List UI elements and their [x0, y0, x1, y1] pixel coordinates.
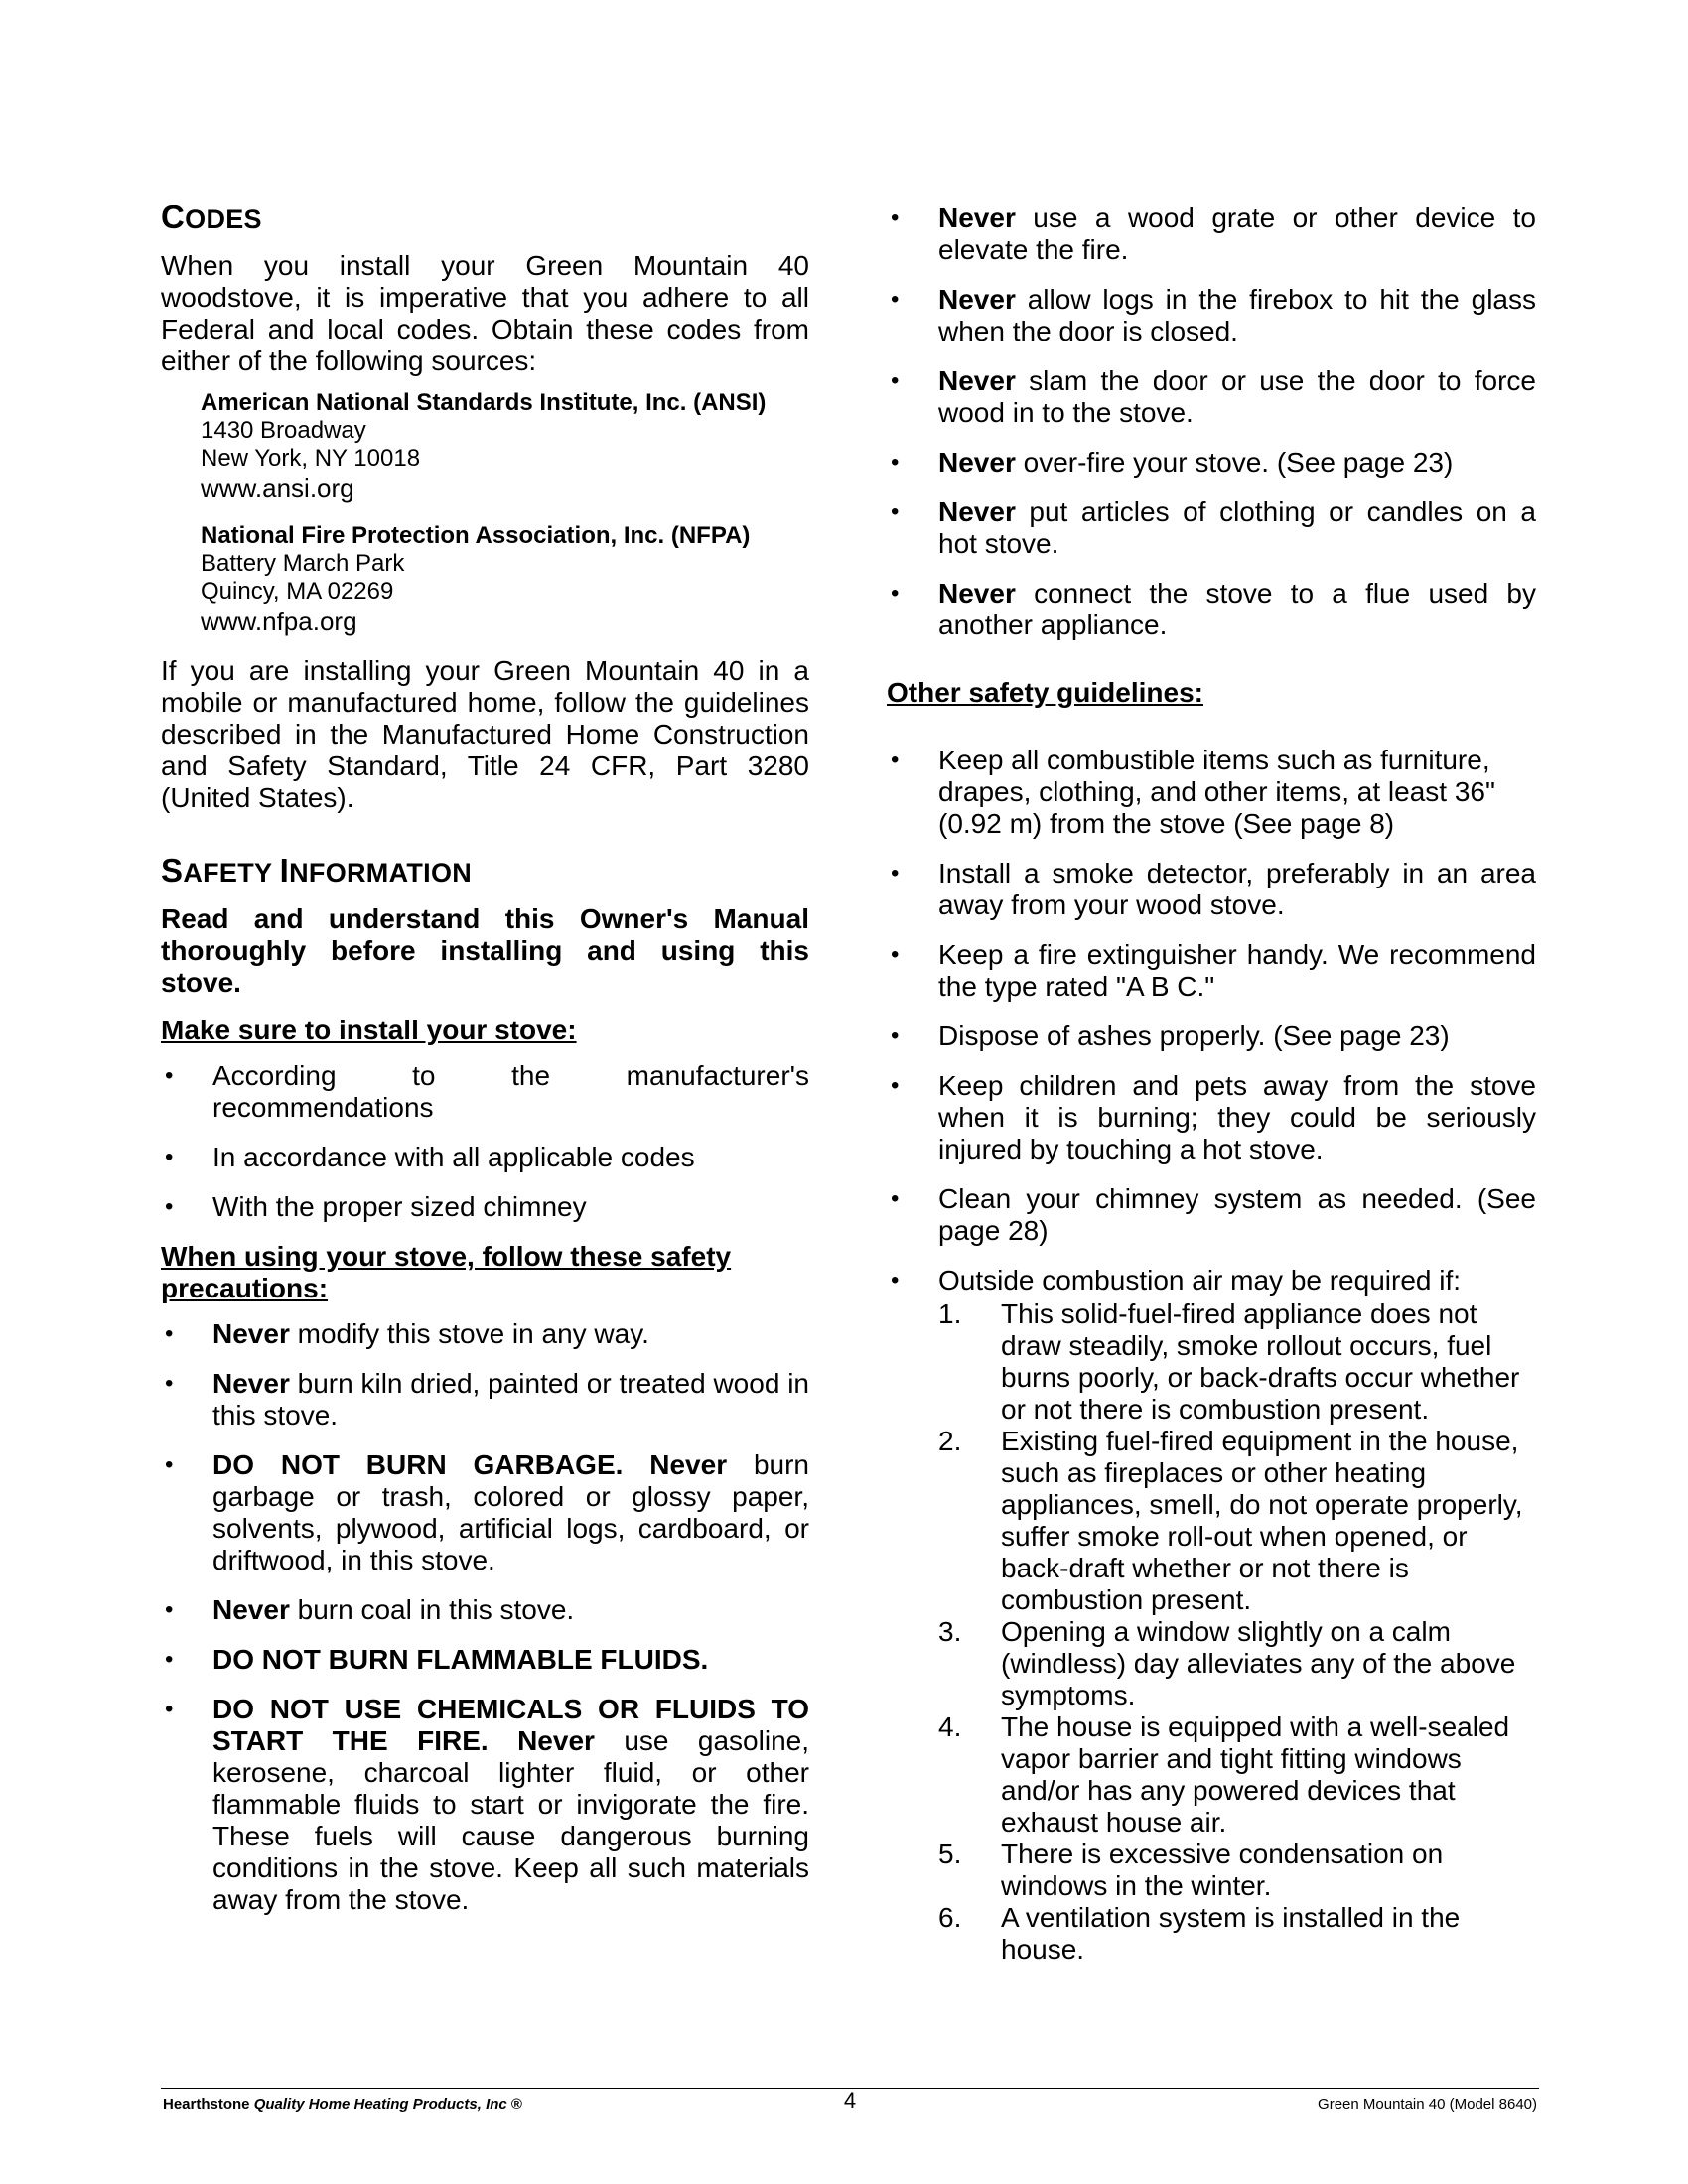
- nfpa-street: Battery March Park: [201, 550, 405, 577]
- never-text: use a wood grate or other device to elevate the fire.: [938, 203, 1536, 265]
- codes-intro: When you install your Green Mountain 40 woodstove, it is imperative that you adhere to all Federal and local codes. Obtain these codes from either of the following sources:: [161, 250, 809, 376]
- footer-tagline: Quality Home Heating Products, Inc: [253, 2096, 507, 2113]
- list-item: [938, 1711, 1536, 1839]
- never-lead: Never: [938, 203, 1016, 233]
- right-column: [887, 203, 1536, 1983]
- list-item: • Keep all combustible items such as furniture, drapes, clothing, and other items, at least 36" (0.92 m) from the stove (See page 8): [887, 745, 1536, 840]
- never-lead: Never: [938, 578, 1016, 609]
- precaution-lead: DO NOT BURN FLAMMABLE FLUIDS.: [212, 1644, 709, 1675]
- list-item: [161, 1644, 809, 1676]
- list-item: [161, 1594, 809, 1626]
- other-guidelines-subheading: Other safety guidelines:: [887, 677, 1203, 708]
- codes-heading-cap: C: [161, 199, 186, 235]
- safety-heading-rest1: AFETY: [183, 858, 280, 887]
- list-item: [938, 1839, 1536, 1902]
- precaution-lead: DO NOT BURN GARBAGE. Never: [212, 1449, 728, 1480]
- never-lead: Never: [938, 496, 1016, 527]
- codes-heading: [161, 199, 809, 238]
- nfpa-website: www.nfpa.org: [201, 607, 357, 636]
- list-item: • Keep children and pets away from the stove when it is burning; they could be seriously injured by touching a hot stove.: [887, 1070, 1536, 1165]
- list-item: [887, 496, 1536, 560]
- read-manual-notice: Read and understand this Owner's Manual thoroughly before installing and using this stove.: [161, 903, 809, 998]
- ansi-street: 1430 Broadway: [201, 417, 366, 444]
- safety-heading-cap1: S: [161, 852, 184, 888]
- list-item: [938, 1616, 1536, 1711]
- nfpa-address: [201, 522, 809, 637]
- safety-heading-rest2: NFORMATION: [289, 858, 473, 887]
- condition-text: Existing fuel-fired equipment in the house, such as fireplaces or other heating appliances, smell, do not operate properly, suffer smoke roll-out when opened, or back-draft whether or not there is combustion present.: [1001, 1426, 1523, 1615]
- never-list: [887, 203, 1536, 641]
- precaution-text: use gasoline, kerosene, charcoal lighter fluid, or other flammable fluids to start or invigorate the fire. These fuels will cause dangerous burning conditions in the stove. Keep all such materials away from the stove.: [212, 1725, 809, 1915]
- list-item: [161, 1318, 809, 1350]
- condition-text: This solid-fuel-fired appliance does not draw steadily, smoke rollout occurs, fuel burns poorly, or back-drafts occur whether or not there is combustion present.: [1001, 1298, 1520, 1425]
- precaution-lead: Never: [212, 1594, 290, 1625]
- ansi-address: [201, 389, 809, 504]
- never-lead: Never: [938, 447, 1016, 478]
- condition-number: 6.: [938, 1902, 962, 1933]
- condition-number: 3.: [938, 1616, 962, 1647]
- list-item: • Dispose of ashes properly. (See page 23): [887, 1021, 1536, 1052]
- list-item: [161, 1694, 809, 1916]
- condition-number: 5.: [938, 1839, 962, 1869]
- install-list: [161, 1060, 809, 1223]
- precaution-lead: DO NOT USE CHEMICALS OR FLUIDS TO START THE FIRE. Never: [212, 1694, 809, 1756]
- page-footer: [161, 2088, 1539, 2113]
- list-item: [161, 1449, 809, 1576]
- list-item: [887, 284, 1536, 347]
- never-text: slam the door or use the door to force wood in to the stove.: [938, 365, 1536, 428]
- list-item: • With the proper sized chimney: [161, 1191, 809, 1223]
- list-item: [887, 365, 1536, 429]
- list-item: [887, 447, 1536, 478]
- condition-number: 1.: [938, 1298, 962, 1329]
- ansi-city: New York, NY 10018: [201, 445, 421, 472]
- footer-model: Green Mountain 40 (Model 8640): [1318, 2096, 1537, 2113]
- list-item: [161, 1368, 809, 1432]
- list-item: [938, 1902, 1536, 1966]
- list-item: • According to the manufacturer's recommendations: [161, 1060, 809, 1124]
- list-item: • In accordance with all applicable codes: [161, 1142, 809, 1173]
- precaution-text: modify this stove in any way.: [289, 1318, 649, 1349]
- page-number: 4: [843, 2088, 857, 2113]
- nfpa-org: National Fire Protection Association, Inc. (NFPA): [201, 522, 751, 549]
- precaution-text: burn garbage or trash, colored or glossy paper, solvents, plywood, artificial logs, cardboard, or driftwood, in this stove.: [212, 1449, 809, 1575]
- condition-text: There is excessive condensation on windows in the winter.: [1001, 1839, 1444, 1901]
- ansi-website: www.ansi.org: [201, 474, 354, 503]
- list-item: • Clean your chimney system as needed. (See page 28): [887, 1183, 1536, 1247]
- other-guidelines-list: [887, 745, 1536, 1966]
- list-item: • Install a smoke detector, preferably in an area away from your wood stove.: [887, 858, 1536, 921]
- footer-registered-mark: ®: [506, 2096, 522, 2113]
- precautions-list: [161, 1318, 809, 1916]
- condition-text: Opening a window slightly on a calm (windless) day alleviates any of the above symptoms.: [1001, 1616, 1516, 1710]
- never-lead: Never: [938, 284, 1016, 315]
- footer-company-name: Hearthstone: [163, 2096, 250, 2113]
- using-subheading: When using your stove, follow these safety precautions:: [161, 1241, 732, 1303]
- list-item: [938, 1298, 1536, 1426]
- list-item: [887, 578, 1536, 641]
- mobile-home-paragraph: If you are installing your Green Mountain 40 in a mobile or manufactured home, follow the guidelines described in the Manufactured Home Construction and Safety Standard, Title 24 CFR, Part 3280 (United States).: [161, 655, 809, 813]
- precaution-text: burn kiln dried, painted or treated wood in this stove.: [212, 1368, 809, 1431]
- outside-air-intro: Outside combustion air may be required if:: [938, 1265, 1462, 1296]
- condition-number: 4.: [938, 1711, 962, 1742]
- conditions-list: [938, 1298, 1536, 1966]
- safety-heading-cap2: I: [279, 852, 290, 888]
- never-lead: Never: [938, 365, 1016, 396]
- never-text: connect the stove to a flue used by another appliance.: [938, 578, 1536, 640]
- condition-text: A ventilation system is installed in the house.: [1001, 1902, 1461, 1965]
- precaution-text: burn coal in this stove.: [289, 1594, 575, 1625]
- left-column: [161, 199, 809, 1934]
- condition-text: The house is equipped with a well-sealed vapor barrier and tight fitting windows and/or has any powered devices that exhaust house air.: [1001, 1711, 1510, 1838]
- safety-heading: [161, 852, 809, 891]
- precaution-lead: Never: [212, 1318, 290, 1349]
- list-item: [887, 203, 1536, 266]
- nfpa-city: Quincy, MA 02269: [201, 578, 394, 605]
- never-text: put articles of clothing or candles on a hot stove.: [938, 496, 1536, 559]
- list-item: • Keep a fire extinguisher handy. We recommend the type rated "A B C.": [887, 939, 1536, 1003]
- codes-heading-rest: ODES: [185, 205, 262, 234]
- precaution-lead: Never: [212, 1368, 290, 1399]
- never-text: over-fire your stove. (See page 23): [1015, 447, 1454, 478]
- condition-number: 2.: [938, 1426, 962, 1456]
- never-text: allow logs in the firebox to hit the glass when the door is closed.: [938, 284, 1536, 346]
- list-item: [887, 1265, 1536, 1966]
- install-subheading: Make sure to install your stove:: [161, 1015, 577, 1045]
- ansi-org: American National Standards Institute, Inc. (ANSI): [201, 389, 767, 416]
- list-item: [938, 1426, 1536, 1616]
